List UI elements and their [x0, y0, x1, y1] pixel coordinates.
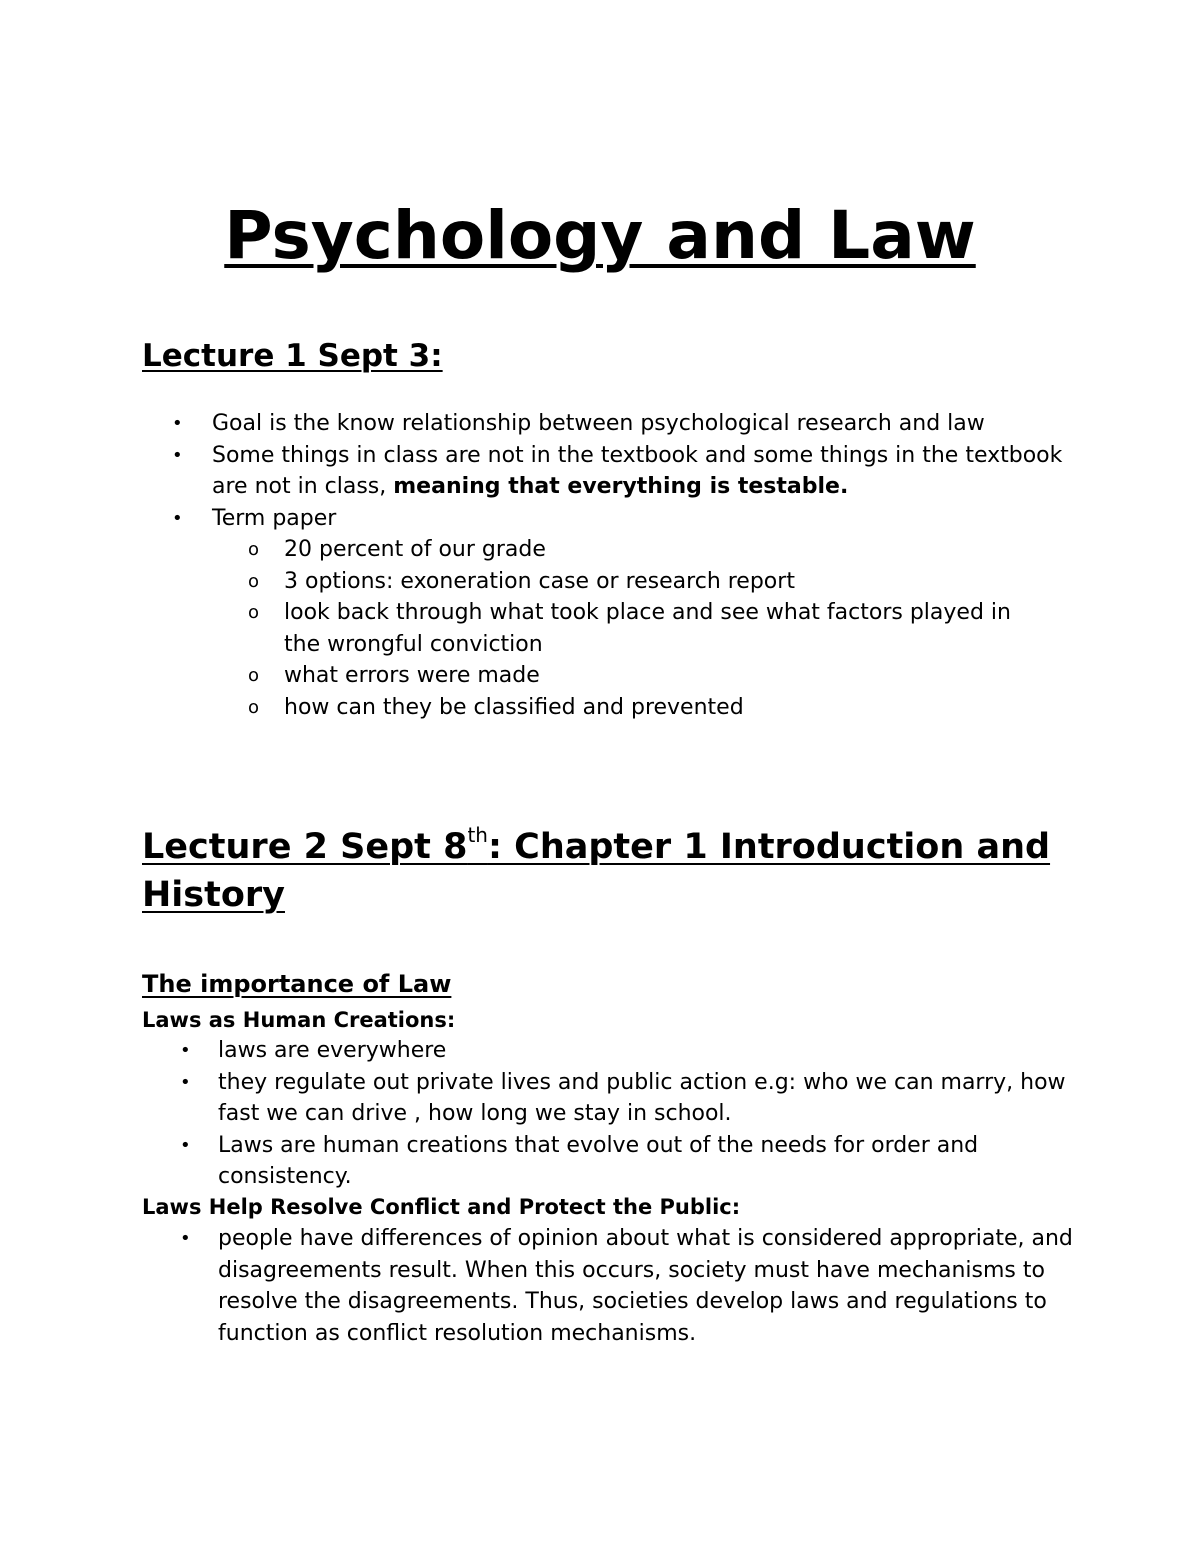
list-item-text: look back through what took place and see what factors played in the wrongful conviction: [284, 600, 1011, 657]
list-item: [248, 597, 1054, 660]
list-item-text: 3 options: exoneration case or research report: [284, 568, 795, 594]
bullet-icon: •: [180, 1228, 191, 1249]
subsection-title-human-creations: Laws as Human Creations:: [142, 1008, 456, 1032]
list-item-text: laws are everywhere: [218, 1038, 447, 1063]
list-item-text: Term paper: [212, 505, 337, 531]
lecture-2-heading: [142, 823, 1102, 919]
circle-bullet-icon: o: [248, 696, 260, 718]
section-title: The importance of Law: [142, 970, 452, 998]
resolve-conflict-bullet-list: [180, 1223, 1078, 1349]
lecture-1-bullet-list: [172, 408, 1092, 534]
list-item-text: what errors were made: [284, 663, 540, 688]
bullet-icon: •: [180, 1134, 191, 1156]
list-item: [180, 1223, 1078, 1349]
circle-bullet-icon: o: [248, 602, 260, 623]
list-item-bold-text: meaning that everything is testable.: [393, 474, 849, 499]
list-item-text: they regulate out private lives and public action e.g: who we can marry, how fast we can drive , how long we stay in school.: [218, 1069, 1066, 1126]
subsection-title-resolve-conflict: Laws Help Resolve Conflict and Protect the Public:: [142, 1195, 741, 1219]
lecture-2-heading-topic: : Chapter 1 Introduction and History: [142, 827, 1051, 915]
bullet-icon: •: [172, 413, 183, 434]
list-item: [180, 1130, 1078, 1193]
term-paper-sublist: [248, 534, 1054, 723]
circle-bullet-icon: o: [248, 539, 260, 560]
list-item: [248, 566, 1054, 598]
list-item-text: people have differences of opinion about what is considered appropriate, and disagreements result. When this occurs, society must have mechanisms to resolve the disagreements. Thus, societies develop laws and regulations to function as conflict resolution mechanisms.: [218, 1226, 1073, 1346]
lecture-2-heading-date: Lecture 2 Sept 8: [142, 827, 468, 867]
ordinal-suffix: th: [467, 823, 488, 847]
circle-bullet-icon: o: [248, 665, 260, 686]
bullet-icon: •: [180, 1071, 191, 1093]
list-item-text: Goal is the know relationship between psychological research and law: [212, 411, 985, 436]
bullet-icon: •: [180, 1040, 191, 1061]
list-item-text: 20 percent of our grade: [284, 537, 546, 562]
list-item: [248, 534, 1054, 566]
circle-bullet-icon: o: [248, 570, 260, 592]
list-item: [248, 660, 1054, 692]
document-title: Psychology and Law: [224, 197, 976, 274]
list-item-text: Laws are human creations that evolve out of the needs for order and consistency.: [218, 1132, 979, 1189]
bullet-icon: •: [172, 444, 183, 466]
list-item: [172, 440, 1092, 503]
list-item: [172, 408, 1092, 440]
bullet-icon: •: [172, 507, 183, 529]
list-item: [180, 1035, 1078, 1067]
list-item: [180, 1067, 1078, 1130]
list-item: [172, 503, 1092, 535]
list-item-text: Some things in class are not in the textbook and some things in the textbook are not in class,: [212, 442, 1063, 499]
list-item-text: how can they be classified and prevented: [284, 694, 744, 720]
lecture-1-heading: Lecture 1 Sept 3:: [142, 338, 443, 374]
human-creations-bullet-list: [180, 1035, 1078, 1193]
list-item: [248, 692, 1054, 724]
